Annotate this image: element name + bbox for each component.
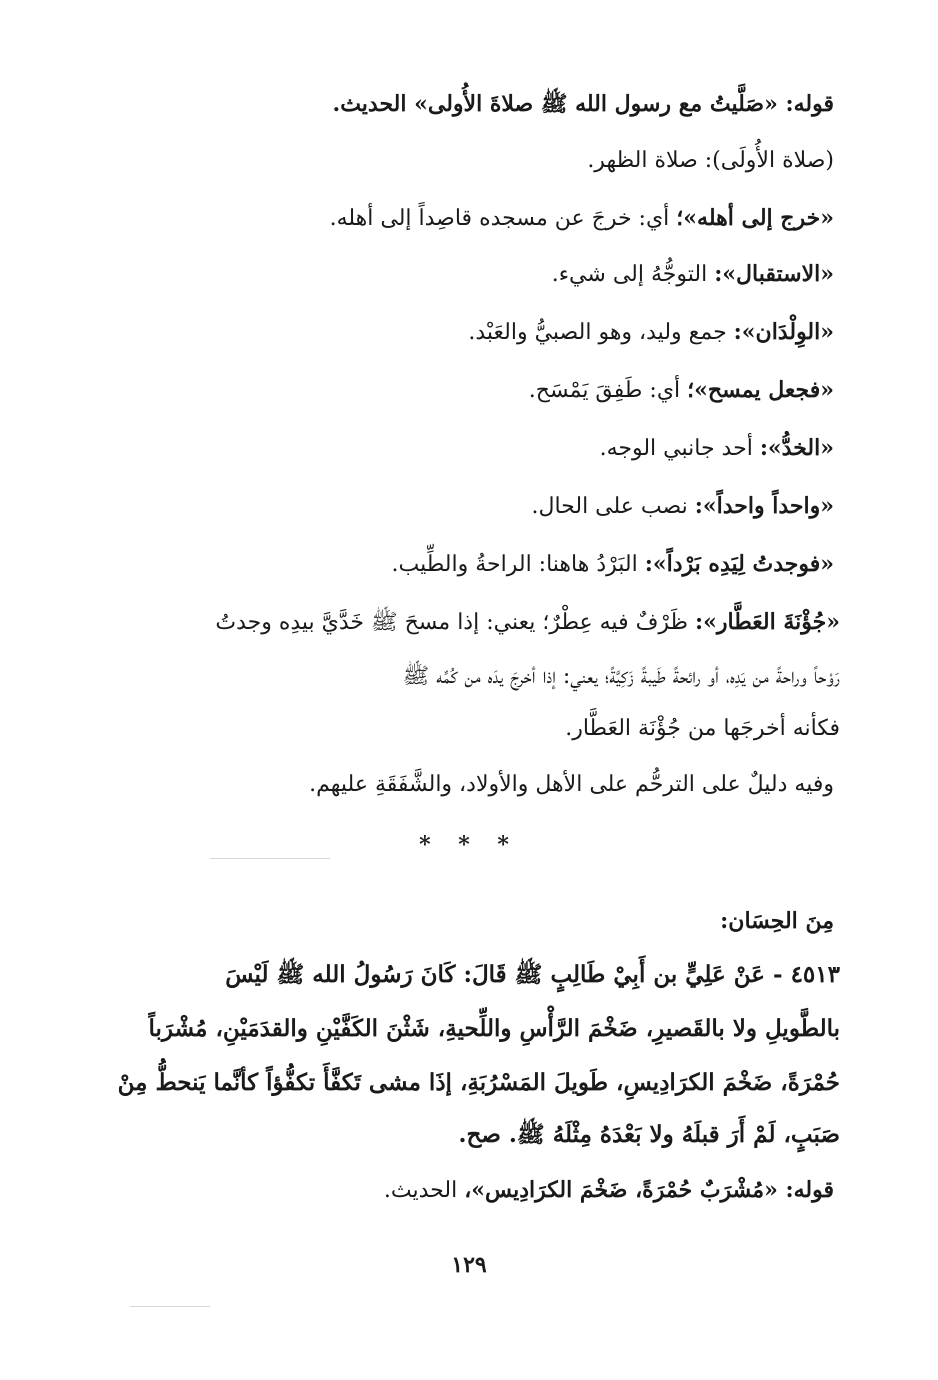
- commentary-text: نصب على الحال.: [531, 494, 688, 519]
- scan-artifact-line: [130, 1306, 210, 1307]
- scan-artifact-line: [210, 858, 330, 859]
- commentary-line-11: [100, 648, 840, 704]
- commentary-line-9: [104, 536, 834, 592]
- commentary-keyword: «الخدُّ»:: [759, 435, 834, 461]
- hadith-line-3: حُمْرَةً، ضَخْمَ الكرَادِيسِ، طَويلَ المَسْرُبَةِ، إذَا مشى تَكفَّأَ تكفُّؤاً كأنَّما يَنحطُّ مِنْ: [117, 1069, 840, 1096]
- hadith-line-2: بالطَّويلِ ولا بالقَصيرِ، ضَخْمَ الرَّأْسِ واللِّحيةِ، شَثْنَ الكَفَّيْنِ والقدَمَيْنِ، مُشْرَباً: [148, 1015, 840, 1042]
- commentary-keyword: «واحداً واحداً»:: [694, 493, 834, 519]
- commentary-keyword: «الوِلْدَان»:: [733, 319, 834, 345]
- commentary-line-8: [104, 478, 834, 534]
- commentary-line-10: [100, 594, 840, 650]
- commentary-text: أي: طَفِقَ يَمْسَح.: [528, 378, 681, 403]
- commentary-text: (صلاة الأُولَى): صلاة الظهر.: [587, 148, 834, 173]
- hadith-line-4: صَبَبٍ، لَمْ أَرَ قبلَهُ ولا بَعْدَهُ مِثْلَهُ ﷺ. صح.: [458, 1121, 840, 1148]
- commentary-line-1: [104, 76, 834, 132]
- commentary-text: أحد جانبي الوجه.: [599, 436, 753, 461]
- commentary-line-12: [100, 700, 840, 756]
- commentary-text: ظَرْفٌ فيه عِطْرٌ؛ يعني: إذا مسحَ ﷺ خَدَّيَّ بيدِه وجدتُ: [215, 610, 689, 635]
- commentary-line-7: [104, 420, 834, 476]
- commentary-keyword: قوله: «مُشْرَبٌ حُمْرَةً، ضَخْمَ الكرَادِيس»،: [464, 1177, 834, 1203]
- commentary-line-6: [104, 362, 834, 418]
- hadith-line-1: ٤٥١٣ - عَنْ عَلِيٍّ بن أَبِيْ طَالِبٍ ﷺ قَالَ: كَانَ رَسُولُ الله ﷺ لَيْسَ: [225, 961, 840, 988]
- commentary-keyword: «الاستقبال»:: [714, 261, 834, 287]
- commentary-text: فكأنه أخرجَها من جُؤْنَة العَطَّار.: [565, 716, 840, 741]
- commentary-text: رَوْحاً وراحةً من يَدِه، أو رائحةً طَيبةً زَكِيَّةً؛ يعني: إذا أخرجَ يدَه من كُمِّه ﷺ: [402, 664, 840, 689]
- commentary-text: وفيه دليلٌ على الترحُّم على الأهل والأولاد، والشَّفَقَةِ عليهم.: [309, 772, 834, 797]
- commentary-keyword: «فوجدتُ لِيَدِه بَرْداً»:: [644, 551, 834, 577]
- commentary-final-line: [104, 1162, 834, 1218]
- commentary-keyword: «خرج إلى أهله»؛: [676, 205, 834, 231]
- commentary-line-3: [104, 190, 834, 246]
- commentary-line-13: [104, 756, 834, 812]
- commentary-text: الحديث.: [383, 1178, 458, 1203]
- commentary-keyword: «فجعل يمسح»؛: [687, 377, 834, 403]
- section-separator: * * *: [419, 832, 519, 858]
- commentary-keyword: «جُؤْنَةَ العَطَّار»:: [695, 609, 840, 635]
- commentary-line-4: [104, 246, 834, 302]
- commentary-text: البَرْدُ هاهنا: الراحةُ والطِّيب.: [391, 552, 638, 577]
- commentary-text: التوجُّهُ إلى شيء.: [551, 262, 708, 287]
- commentary-keyword: قوله: «صَلَّيتُ مع رسول الله ﷺ صلاةَ الأُولى» الحديث.: [332, 91, 834, 117]
- commentary-line-5: [104, 304, 834, 360]
- commentary-text: أي: خرجَ عن مسجده قاصِداً إلى أهله.: [329, 206, 670, 231]
- commentary-text: جمع وليد، وهو الصبيُّ والعَبْد.: [468, 320, 727, 345]
- section-title: مِنَ الحِسَان:: [720, 908, 834, 934]
- commentary-line-2: [104, 132, 834, 188]
- page-number: ١٢٩: [451, 1252, 487, 1278]
